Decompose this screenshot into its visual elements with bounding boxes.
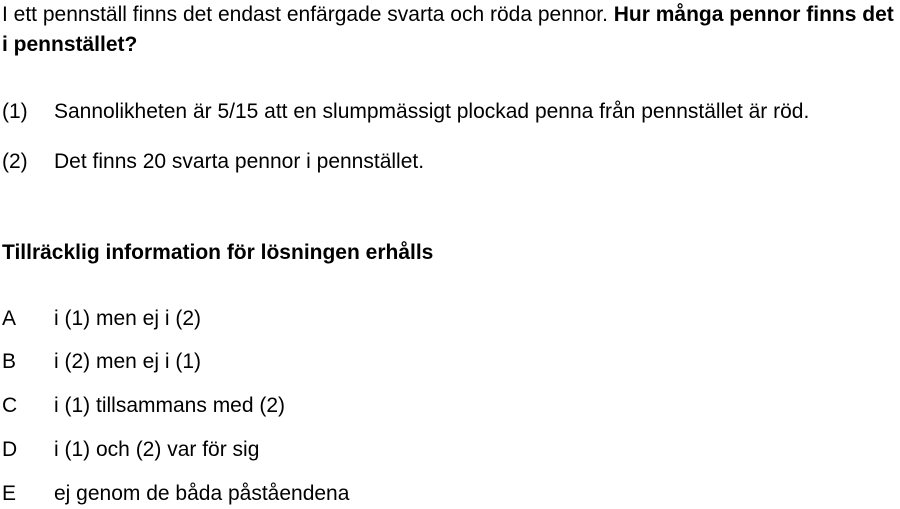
option-letter: D: [2, 438, 18, 461]
question-intro: I ett pennställ finns det endast enfärgade svarta och röda pennor.: [2, 3, 614, 26]
question-text: [2, 0, 898, 60]
statement-number: (1): [2, 100, 28, 123]
option-letter: B: [2, 350, 17, 373]
question-bold: Hur många pennor finns det i pennstället?: [2, 3, 894, 56]
statement-text: Det finns 20 svarta pennor i pennstället.: [54, 150, 425, 173]
option-letter: C: [2, 394, 18, 417]
statement-text: Sannolikheten är 5/15 att en slumpmässigt plockad penna från pennstället är röd.: [54, 100, 810, 123]
option-letter: E: [2, 482, 17, 505]
option-text: ej genom de båda påståendena: [54, 482, 350, 505]
prompt-heading: Tillräcklig information för lösningen erhålls: [2, 241, 434, 264]
statement-number: (2): [2, 150, 28, 173]
option-letter: A: [2, 307, 17, 330]
option-text: i (1) och (2) var för sig: [54, 438, 260, 461]
option-text: i (2) men ej i (1): [54, 350, 202, 373]
option-text: i (1) men ej i (2): [54, 307, 202, 330]
option-text: i (1) tillsammans med (2): [54, 394, 286, 417]
